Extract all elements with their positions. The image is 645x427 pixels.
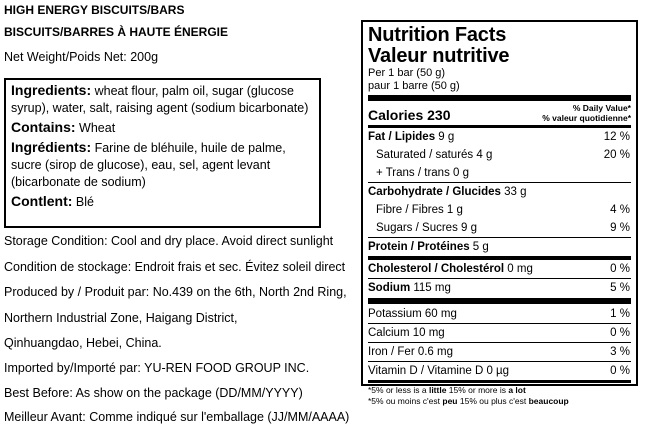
dv-header-fr: % valeur quotidienne* <box>542 113 631 123</box>
protein-amount: 5 g <box>469 241 489 253</box>
serving-size-fr: paur 1 barre (50 g) <box>368 80 460 92</box>
sugars-dv: 9 % <box>610 222 630 234</box>
nutrition-facts-table <box>361 20 638 406</box>
trans-row <box>368 164 631 183</box>
product-subtitle: BISCUITS/BARRES À HAUTE ÉNERGIE <box>4 25 229 39</box>
contains-line <box>11 119 314 137</box>
saturated-row <box>368 146 631 164</box>
carb-name: Carbohydrate / Glucides <box>368 186 501 198</box>
nutrition-title-en: Nutrition Facts <box>368 24 507 46</box>
foot-fr-b1: peu <box>442 396 458 406</box>
sodium-name: Sodium <box>368 282 411 294</box>
foot-fr-2: 15% ou plus c'est <box>457 396 529 406</box>
potassium-dv: 1 % <box>610 308 630 320</box>
produced-by-line3: Qinhuangdao, Hebei, China. <box>4 336 162 350</box>
fibre-row <box>368 201 631 219</box>
fat-row <box>368 128 631 146</box>
ingredients-box <box>4 78 321 228</box>
fibre-dv: 4 % <box>610 204 630 216</box>
calcium-row <box>368 324 631 343</box>
foot-en-b1: little <box>428 385 447 395</box>
foot-en-2: 15% or more is <box>446 385 509 395</box>
foot-en-b2: a lot <box>508 385 526 395</box>
calories-label: Calories 230 <box>368 107 451 123</box>
ingredients-en <box>11 82 314 100</box>
protein-row <box>368 238 631 257</box>
cholesterol-name: Cholesterol / Cholestérol <box>368 263 505 275</box>
cholesterol-amount: 0 mg <box>504 263 533 275</box>
nutrition-title-fr: Valeur nutritive <box>368 45 510 67</box>
sodium-row <box>368 279 631 297</box>
ingredients-en-text-1: wheat flour, palm oil, sugar (glucose <box>91 84 295 98</box>
thick-divider <box>368 95 631 101</box>
calcium-dv: 0 % <box>610 327 630 339</box>
sugars-row <box>368 219 631 238</box>
storage-condition-en: Storage Condition: Cool and dry place. Avoid direct sunlight <box>4 234 334 248</box>
dv-header-en: % Daily Value* <box>572 103 631 113</box>
storage-condition-fr: Condition de stockage: Endroit frais et sec. Évitez soleil direct <box>4 260 346 274</box>
iron-name: Iron / Fer 0.6 mg <box>368 346 454 358</box>
contient-line <box>11 193 314 211</box>
produced-by-line2: Northern Industrial Zone, Haigang District, <box>4 311 238 325</box>
fat-name: Fat / Lipides <box>368 131 436 143</box>
footnote <box>368 383 631 407</box>
foot-en-1: *5% or less is a <box>368 385 429 395</box>
contains-text: Wheat <box>75 121 116 135</box>
vitamin-d-row <box>368 362 631 380</box>
footnote-fr <box>368 396 631 407</box>
foot-fr-1: *5% ou moins c'est <box>368 396 443 406</box>
potassium-row <box>368 305 631 324</box>
fat-dv: 12 % <box>603 131 630 143</box>
potassium-name: Potassium 60 mg <box>368 308 457 320</box>
fat-amount: 9 g <box>435 131 455 143</box>
net-weight: Net Weight/Poids Net: 200g <box>4 50 159 64</box>
fibre-name: Fibre / Fibres 1 g <box>376 204 463 216</box>
product-title: HIGH ENERGY BISCUITS/BARS <box>4 3 185 17</box>
ingredients-fr-line2: sucre (sirop de glucose), eau, sel, agent levant <box>11 158 271 172</box>
sodium-dv: 5 % <box>610 282 630 294</box>
calories-row <box>368 102 631 125</box>
ingredients-fr-label: Ingrédients: <box>11 139 92 155</box>
daily-value-header <box>542 103 631 123</box>
ingredients-fr <box>11 139 314 157</box>
cholesterol-dv: 0 % <box>610 263 630 275</box>
foot-fr-b2: beaucoup <box>528 396 569 406</box>
protein-name: Protein / Protéines <box>368 241 470 253</box>
footnote-en <box>368 385 631 396</box>
ingredients-en-label: Ingredients: <box>11 82 92 98</box>
best-before-en: Best Before: As show on the package (DD/MM/YYYY) <box>4 386 303 400</box>
trans-name: + Trans / trans 0 g <box>376 167 470 179</box>
contains-label: Contains: <box>11 119 76 135</box>
thick-divider-2 <box>368 298 631 304</box>
serving-size-en: Per 1 bar (50 g) <box>368 67 446 79</box>
sugars-name: Sugars / Sucres 9 g <box>376 222 477 234</box>
cholesterol-row <box>368 260 631 279</box>
imported-by: Imported by/Importé par: YU-REN FOOD GROUP INC. <box>4 361 310 375</box>
contient-text: Blé <box>72 195 94 209</box>
ingredients-fr-text-1: Farine de bléhuile, huile de palme, <box>91 141 286 155</box>
saturated-dv: 20 % <box>603 149 630 161</box>
vitamin-d-name: Vitamin D / Vitamine D 0 µg <box>368 365 510 377</box>
produced-by-line1: Produced by / Produit par: No.439 on the 6th, North 2nd Ring, <box>4 285 347 299</box>
vitamin-d-dv: 0 % <box>610 365 630 377</box>
iron-row <box>368 343 631 362</box>
iron-dv: 3 % <box>610 346 630 358</box>
carbohydrate-row <box>368 183 631 201</box>
ingredients-fr-line3: (bicarbonate de sodium) <box>11 175 146 189</box>
sodium-amount: 115 mg <box>410 282 451 294</box>
saturated-name: Saturated / saturés 4 g <box>376 149 493 161</box>
ingredients-en-line2: syrup), water, salt, raising agent (sodium bicarbonate) <box>11 101 309 115</box>
calcium-name: Calcium 10 mg <box>368 327 445 339</box>
contient-label: Contlent: <box>11 193 73 209</box>
carb-amount: 33 g <box>500 186 527 198</box>
best-before-fr: Meilleur Avant: Comme indiqué sur l'emballage (JJ/MM/AAAA) <box>4 410 350 424</box>
